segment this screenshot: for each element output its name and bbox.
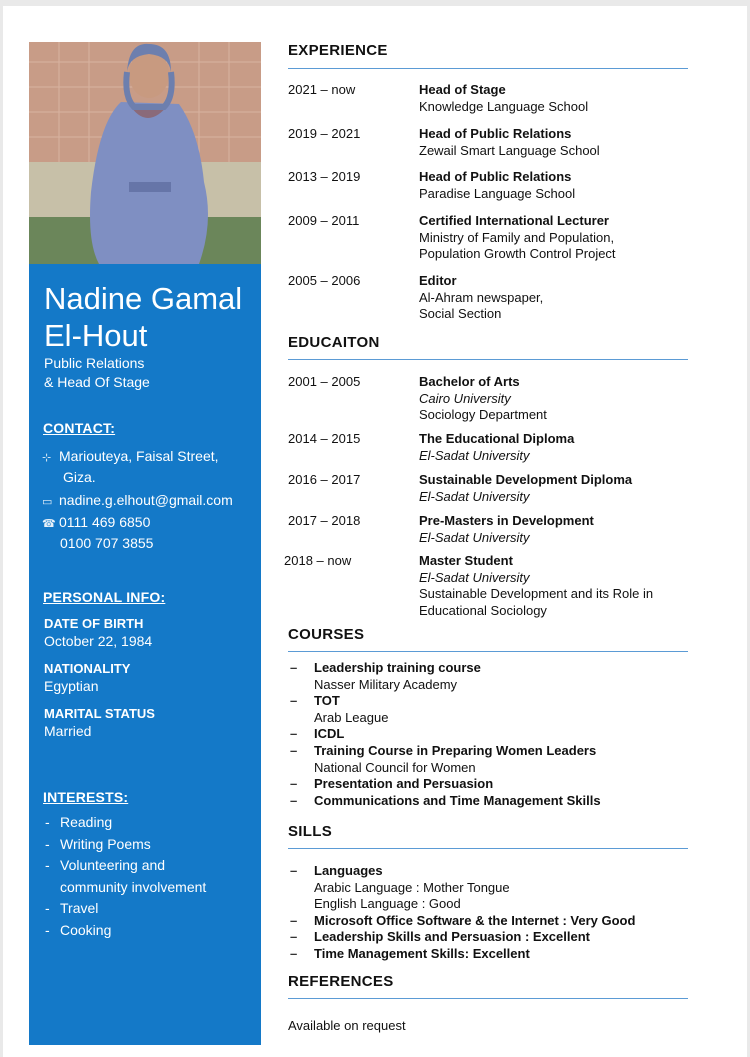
interests-heading: INTERESTS: (43, 789, 129, 805)
education-detail: Sociology Department (419, 407, 547, 422)
experience-date: 2021 – now (288, 82, 356, 97)
education-date: 2018 – now (284, 553, 352, 568)
courses-heading: COURSES (288, 626, 365, 643)
education-detail: Sustainable Development and its Role in (419, 586, 654, 601)
experience-title: Head of Public Relations (419, 169, 572, 184)
course-provider: National Council for Women (314, 759, 476, 775)
email-icon: ▭ (42, 496, 53, 508)
interest-item-continued: community involvement (60, 878, 207, 895)
education-institution: El-Sadat University (419, 569, 530, 585)
address-line-2: Giza. (63, 469, 96, 485)
name-line-2: El-Hout (44, 318, 148, 353)
education-title: Bachelor of Arts (419, 374, 520, 389)
experience-date: 2019 – 2021 (288, 126, 361, 141)
experience-date: 2009 – 2011 (288, 213, 360, 228)
education-institution: El-Sadat University (419, 488, 530, 504)
courses-divider (288, 651, 688, 652)
experience-org: Paradise Language School (419, 185, 576, 201)
experience-title: Head of Public Relations (419, 126, 572, 141)
skills-heading: SILLS (288, 823, 333, 840)
skills-divider (288, 848, 688, 849)
education-title: Master Student (419, 553, 513, 568)
experience-date: 2005 – 2006 (288, 273, 361, 288)
experience-org: Ministry of Family and Population, (419, 229, 615, 245)
education-title: Sustainable Development Diploma (419, 472, 633, 487)
experience-org-detail: Population Growth Control Project (419, 246, 616, 261)
education-date: 2001 – 2005 (288, 374, 361, 389)
contact-heading: CONTACT: (43, 420, 116, 436)
skill-item: – Microsoft Office Software & the Internet : Very Good (288, 913, 708, 930)
education-title: The Educational Diploma (419, 431, 575, 446)
dob-value: October 22, 1984 (44, 633, 153, 649)
experience-org: Knowledge Language School (419, 98, 589, 114)
education-heading: EDUCAITON (288, 334, 380, 351)
main-column (3, 6, 747, 1057)
course-provider: Arab League (314, 709, 389, 725)
education-date: 2014 – 2015 (288, 431, 361, 446)
interest-item: - Reading (43, 812, 258, 834)
courses-list (288, 660, 708, 809)
phone-number-2: 0100 707 3855 (60, 535, 154, 551)
course-item: – Training Course in Preparing Women Leaders (288, 743, 708, 760)
skill-detail: Arabic Language : Mother Tongue (314, 879, 510, 895)
marital-status-label: MARITAL STATUS (44, 706, 155, 721)
phone-icon: ☎ (42, 518, 56, 530)
nationality-label: NATIONALITY (44, 661, 131, 676)
resume-page (3, 6, 747, 1057)
references-heading: REFERENCES (288, 973, 394, 990)
skill-detail: English Language : Good (314, 896, 461, 912)
education-divider (288, 359, 688, 360)
experience-date: 2013 – 2019 (288, 169, 361, 184)
course-provider: Nasser Military Academy (314, 676, 458, 692)
course-item: – Communications and Time Management Skills (288, 793, 708, 810)
education-date: 2016 – 2017 (288, 472, 361, 487)
experience-divider (288, 68, 688, 69)
course-item: – Leadership training course (288, 660, 708, 677)
interest-item: - Travel (43, 898, 258, 920)
role-line-2: & Head Of Stage (44, 374, 150, 390)
experience-org: Zewail Smart Language School (419, 142, 600, 158)
email-address[interactable]: nadine.g.elhout@gmail.com (59, 492, 233, 508)
education-title: Pre-Masters in Development (419, 513, 594, 528)
skill-item: – Time Management Skills: Excellent (288, 946, 708, 963)
education-institution: Cairo University (419, 390, 511, 406)
course-item: – Presentation and Persuasion (288, 776, 708, 793)
dob-label: DATE OF BIRTH (44, 616, 144, 631)
references-divider (288, 998, 688, 999)
experience-heading: EXPERIENCE (288, 42, 388, 59)
experience-title: Certified International Lecturer (419, 213, 609, 228)
name-line-1: Nadine Gamal (44, 281, 243, 316)
education-date: 2017 – 2018 (288, 513, 361, 528)
experience-title: Head of Stage (419, 82, 506, 97)
course-item: – ICDL (288, 726, 708, 743)
role-line-1: Public Relations (44, 355, 145, 371)
education-detail: Educational Sociology (419, 602, 547, 618)
skill-item: – Languages (288, 863, 708, 880)
experience-org-detail: Social Section (419, 306, 502, 321)
experience-title: Editor (419, 273, 457, 288)
personal-info-heading: PERSONAL INFO: (43, 589, 166, 605)
education-institution: El-Sadat University (419, 529, 530, 545)
interest-item: - Writing Poems (43, 834, 258, 856)
skill-item: – Leadership Skills and Persuasion : Excellent (288, 929, 708, 946)
marital-status-value: Married (44, 723, 92, 739)
references-text: Available on request (288, 1018, 406, 1033)
course-item: – TOT (288, 693, 708, 710)
interest-item: - Cooking (43, 920, 258, 942)
phone-number-1: 0111 469 6850 (59, 514, 151, 530)
education-institution: El-Sadat University (419, 447, 530, 463)
interest-item: - Volunteering and (43, 855, 258, 877)
address-line-1: Mariouteya, Faisal Street, (59, 448, 219, 464)
experience-org: Al-Ahram newspaper, (419, 289, 544, 305)
nationality-value: Egyptian (44, 678, 99, 694)
skills-list (288, 863, 708, 963)
location-icon: ⊹ (42, 452, 52, 464)
